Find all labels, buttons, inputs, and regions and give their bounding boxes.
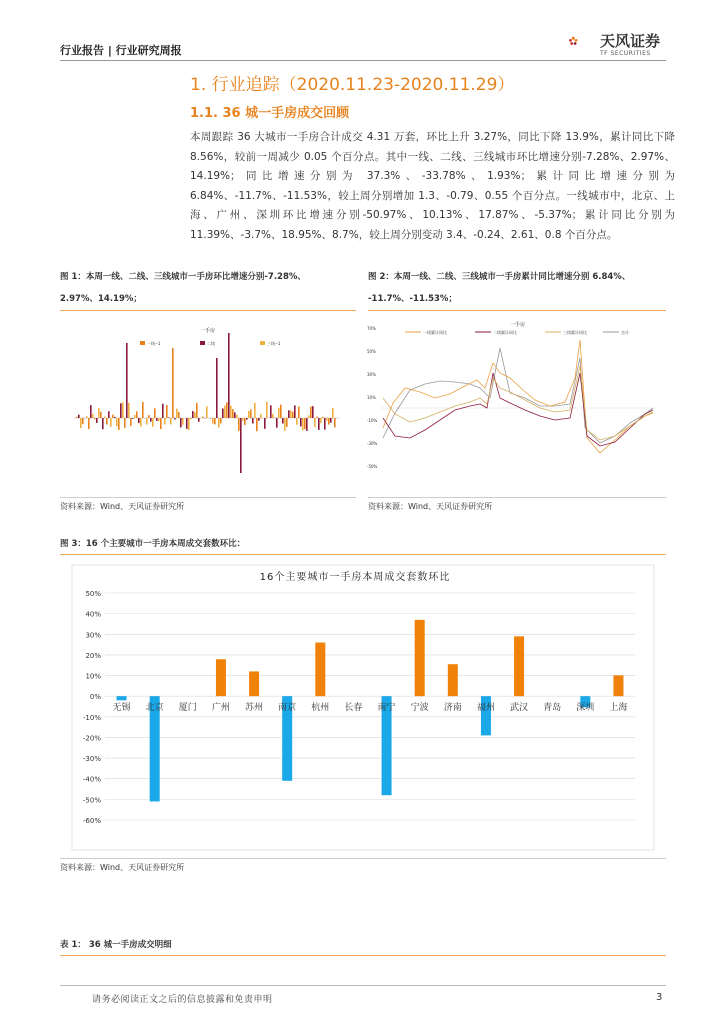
fig3-ytick-label: 20%: [85, 651, 101, 660]
fig1-bar: [244, 418, 246, 425]
fig1-bar: [252, 418, 254, 423]
fig1-bar: [168, 417, 170, 418]
fig3-x-label: 深圳: [576, 703, 595, 714]
fig1-bar: [256, 418, 258, 431]
fig1-legend-1: 一线--1: [147, 341, 161, 346]
fig1-bar: [88, 418, 90, 429]
fig1-bar: [214, 418, 216, 424]
fig1-bar: [92, 414, 94, 418]
fig1-bar: [308, 415, 310, 418]
fig3-chart: [60, 560, 666, 855]
fig1-bar: [108, 411, 110, 418]
section-heading: 1. 行业追踪（2020.11.23-2020.11.29）: [190, 75, 515, 95]
fig1-bar: [230, 406, 232, 418]
fig1-bar: [314, 418, 316, 427]
logo-name: 天风证券: [600, 32, 661, 50]
fig1-legend-2: 二线: [207, 341, 215, 346]
fig1-bar: [82, 418, 84, 424]
fig2-title-line2: -11.7%、-11.53%；: [368, 294, 457, 304]
fig1-bar: [302, 418, 304, 430]
fig1-bar: [320, 418, 322, 423]
fig2-legend: [405, 329, 629, 335]
fig3-x-label: 武汉: [510, 703, 529, 714]
fig1-bar: [248, 411, 250, 418]
table1-title: 表 1： 36 城一手房成交明细: [60, 940, 172, 950]
fig1-bar: [292, 412, 294, 418]
fig1-chart: [60, 318, 350, 490]
fig3-x-label: 济南: [443, 703, 462, 714]
fig1-bar: [118, 418, 120, 430]
fig2-chart-title: 一手房: [510, 322, 526, 328]
fig1-bar: [78, 415, 80, 418]
fig1-bar: [122, 402, 124, 418]
fig2-series-tier3: [383, 366, 653, 440]
table1-top-rule: [60, 955, 666, 956]
fig3-x-label: 宁波: [410, 703, 429, 714]
fig1-bar: [96, 418, 98, 423]
fig3-ytick-label: 50%: [85, 590, 101, 598]
fig1-bars: [76, 333, 336, 473]
fig1-bar: [296, 418, 298, 425]
fig3-bar: [315, 643, 325, 697]
fig1-bar: [326, 418, 328, 421]
fig1-bar: [290, 411, 292, 418]
fig1-bar: [318, 418, 320, 430]
fig3-x-label: 南京: [278, 703, 297, 714]
fig1-bar: [284, 418, 286, 431]
fig3-ytick-label: -30%: [82, 755, 101, 764]
fig1-chart-title: 一手房: [200, 328, 216, 334]
fig1-bar: [188, 418, 190, 430]
fig1-bar: [312, 406, 314, 418]
fig3-x-label: 厦门: [178, 703, 197, 714]
fig1-bar: [104, 417, 106, 418]
header-divider: [60, 60, 666, 61]
page-number: 3: [656, 992, 663, 1003]
report-header: 行业报告 | 行业研究周报: [60, 44, 182, 57]
fig1-bar: [234, 412, 236, 418]
fig1-bar: [192, 411, 194, 418]
fig1-bar: [322, 417, 324, 418]
fig1-bar: [166, 405, 168, 418]
fig3-ytick-label: 0%: [89, 693, 101, 702]
fig2-ytick: -30%: [367, 441, 378, 446]
fig1-bar: [316, 417, 318, 418]
fig1-bar: [216, 358, 218, 418]
fig1-bar: [278, 408, 280, 418]
fig1-top-rule: [60, 310, 356, 311]
fig1-bar: [110, 418, 112, 427]
fig1-bar: [196, 403, 198, 418]
fig3-bar: [117, 696, 127, 700]
fig1-bar: [310, 407, 312, 418]
fig1-bar: [178, 412, 180, 418]
fig1-legend-3: 三线--1: [267, 341, 281, 346]
fig1-bar: [154, 408, 156, 418]
fig2-title: [368, 266, 668, 310]
fig3-x-label: 南宁: [377, 703, 396, 714]
fig1-bar: [258, 418, 260, 421]
fig2-series-tier2: [383, 373, 653, 446]
fig1-bar: [202, 417, 204, 418]
fig1-bar: [306, 418, 308, 431]
fig1-bar: [218, 418, 220, 428]
fig2-source: 资料来源：Wind、天风证券研究所: [368, 502, 493, 511]
fig2-top-rule: [368, 310, 666, 311]
fig3-chart-title: 16个主要城市一手房本周成交套数环比: [259, 572, 451, 583]
fig2-ytick: 50%: [367, 349, 376, 354]
fig1-bar: [274, 417, 276, 418]
fig1-bar: [130, 418, 132, 426]
fig3-bar: [448, 664, 458, 696]
fig1-bar: [298, 407, 300, 418]
fig3-bar: [481, 696, 491, 735]
disclaimer-text: 请务必阅读正文之后的信息披露和免责申明: [92, 995, 273, 1005]
fig2-ytick: 70%: [367, 326, 376, 331]
fig1-bar: [170, 418, 172, 424]
fig3-x-label: 广州: [211, 703, 230, 714]
fig2-ytick: -10%: [367, 418, 378, 423]
fig3-source: 资料来源：Wind、天风证券研究所: [60, 863, 185, 872]
fig1-bar: [222, 409, 224, 418]
fig1-bar: [172, 348, 174, 418]
fig1-bar: [270, 405, 272, 418]
fig1-bar: [90, 405, 92, 418]
fig3-bar: [249, 671, 259, 696]
fig3-bar: [415, 620, 425, 696]
fig1-bar: [132, 418, 134, 419]
fig3-x-label: 杭州: [311, 703, 330, 714]
fig1-bar: [128, 403, 130, 418]
fig2-chart: [365, 318, 665, 492]
fig1-bar: [164, 418, 166, 424]
fig1-bar: [334, 418, 336, 427]
fig1-bar: [76, 417, 78, 418]
fig1-bar: [136, 411, 138, 418]
fig3-ytick-label: -10%: [82, 713, 101, 722]
fig1-bar: [280, 405, 282, 418]
subsection-heading: 1.1. 36 城一手房成交回顾: [190, 106, 350, 121]
fig1-bar: [198, 418, 200, 422]
fig1-bar: [266, 402, 268, 418]
fig1-bar: [176, 409, 178, 418]
fig1-bar: [152, 418, 154, 427]
fig1-bar: [194, 412, 196, 418]
fig1-bar: [160, 418, 162, 429]
fig1-bar: [134, 415, 136, 418]
fig2-series-total: [383, 348, 653, 443]
fig1-bar: [126, 343, 128, 418]
fig3-ytick-label: -40%: [82, 775, 101, 784]
fig1-bar: [272, 414, 274, 418]
fig2-legend-4: 合计: [621, 330, 629, 335]
fig1-bar: [226, 402, 228, 418]
fig3-x-label: 苏州: [245, 703, 264, 714]
fig1-bar: [236, 415, 238, 418]
fig1-bar: [228, 333, 230, 418]
fig2-yaxis: [367, 326, 378, 469]
fig1-bar: [138, 418, 140, 423]
fig1-bar: [148, 415, 150, 418]
fig1-bar: [304, 418, 306, 429]
fig1-bar: [212, 418, 214, 424]
fig3-ytick-label: 30%: [85, 631, 101, 640]
fig1-bar: [158, 418, 160, 421]
fig3-ytick-label: -50%: [82, 796, 101, 805]
fig1-bar: [124, 418, 126, 428]
fig1-bar: [116, 418, 118, 426]
tf-logo-icon: [568, 22, 602, 60]
logo-sub: TF SECURITIES: [600, 50, 651, 57]
fig1-bar: [332, 408, 334, 418]
fig1-title-line1: 图 1：本周一线、二线、三线城市一手房环比增速分别-7.28%、: [60, 272, 306, 282]
fig3-source-rule: [60, 858, 666, 859]
fig1-bar: [250, 409, 252, 418]
fig1-bar: [190, 418, 192, 419]
fig3-ytick-label: -20%: [82, 734, 101, 743]
fig1-bar: [328, 418, 330, 425]
fig2-legend-2: 二线累计同比: [493, 330, 517, 335]
fig1-title-line2: 2.97%、14.19%；: [60, 294, 142, 304]
fig1-bar: [86, 416, 88, 418]
fig1-bar: [286, 418, 288, 427]
fig1-bar: [174, 418, 176, 419]
fig1-bar: [282, 418, 284, 424]
fig2-ytick: -50%: [367, 464, 378, 469]
fig1-bar: [102, 418, 104, 429]
fig3-bar: [613, 675, 623, 696]
fig1-bar: [276, 418, 278, 428]
fig3-ytick-label: 10%: [85, 672, 101, 681]
fig1-bar: [182, 418, 184, 425]
fig1-source: 资料来源：Wind、天风证券研究所: [60, 502, 185, 511]
fig3-title: 图 3：16 个主要城市一手房本周成交套数环比：: [60, 539, 246, 549]
fig1-bar: [98, 408, 100, 418]
fig1-bar: [180, 418, 182, 427]
fig1-bar: [242, 418, 244, 421]
fig1-bar: [106, 418, 108, 424]
fig1-bar: [140, 418, 142, 426]
fig1-bar: [94, 418, 96, 419]
fig3-bar: [514, 636, 524, 696]
fig1-bar: [324, 418, 326, 430]
fig3-top-rule: [60, 554, 666, 555]
fig3-x-label: 北京: [145, 703, 164, 714]
fig1-bar: [240, 418, 242, 473]
fig1-bar: [300, 418, 302, 426]
fig2-source-rule: [368, 497, 666, 498]
fig3-bar: [216, 659, 226, 696]
fig1-bar: [254, 403, 256, 418]
fig3-x-label: 青岛: [543, 703, 562, 714]
fig1-bar: [330, 418, 332, 423]
fig1-bar: [264, 418, 266, 429]
fig1-bar: [186, 418, 188, 429]
fig1-bar: [120, 403, 122, 418]
fig1-bar: [162, 404, 164, 418]
fig2-title-line1: 图 2：本周一线、二线、三线城市一手房累计同比增速分别 6.84%、: [368, 272, 631, 282]
fig2-legend-1: 一线累计同比: [423, 330, 447, 335]
fig2-legend-3: 三线累计同比: [563, 330, 587, 335]
fig1-bar: [288, 410, 290, 418]
fig3-ytick-label: 40%: [85, 610, 101, 619]
summary-paragraph: 本周跟踪 36 大城市一手房合计成交 4.31 万套，环比上升 3.27%，同比下降 13.9%，累计同比下降 8.56%，较前一周减少 0.05 个百分点。其中一线、二线、三线城市环比增速分别-7.28%、2.97%、14.19%；同比增速分别为 37.3%、-33.78%、1.93%；累计同比增速分别为 6.84%、-11.7%、-11.53%，较上周分别增加 1.3、-0.79、0.55 个百分点。一线城市中，北京、上海、广州、深圳环比增速分别-50.97%、10.13%、17.87%、-5.37%；累计同比分别为 11.39%、-3.7%、18.95%、8.7%，较上周分别变动 3.4、-0.24、2.61、0.8 个百分点。: [190, 131, 675, 241]
fig1-bar: [112, 415, 114, 418]
fig3-x-label: 上海: [609, 703, 628, 714]
fig1-bar: [156, 418, 158, 421]
fig3-x-label: 无锡: [112, 703, 131, 714]
footer-divider: [60, 985, 666, 986]
fig1-bar: [238, 418, 240, 431]
fig1-bar: [232, 409, 234, 418]
fig1-bar: [220, 418, 222, 423]
fig1-bar: [80, 418, 82, 428]
fig1-bar: [146, 418, 148, 425]
fig2-ytick: 10%: [367, 395, 376, 400]
fig2-ytick: 30%: [367, 372, 376, 377]
fig1-title: [60, 266, 360, 310]
fig1-bar: [114, 417, 116, 418]
fig1-bar: [142, 402, 144, 418]
fig1-bar: [206, 406, 208, 418]
fig1-legend: [140, 340, 281, 346]
fig1-source-rule: [60, 497, 356, 498]
fig3-ytick-label: -60%: [82, 817, 101, 825]
fig3-x-label: 福州: [476, 703, 495, 714]
fig3-x-label: 长春: [344, 703, 363, 714]
fig1-bar: [294, 405, 296, 418]
fig1-bar: [224, 406, 226, 418]
fig1-bar: [246, 418, 248, 420]
fig1-bar: [100, 412, 102, 418]
fig1-bar: [260, 414, 262, 418]
fig1-bar: [150, 418, 152, 422]
